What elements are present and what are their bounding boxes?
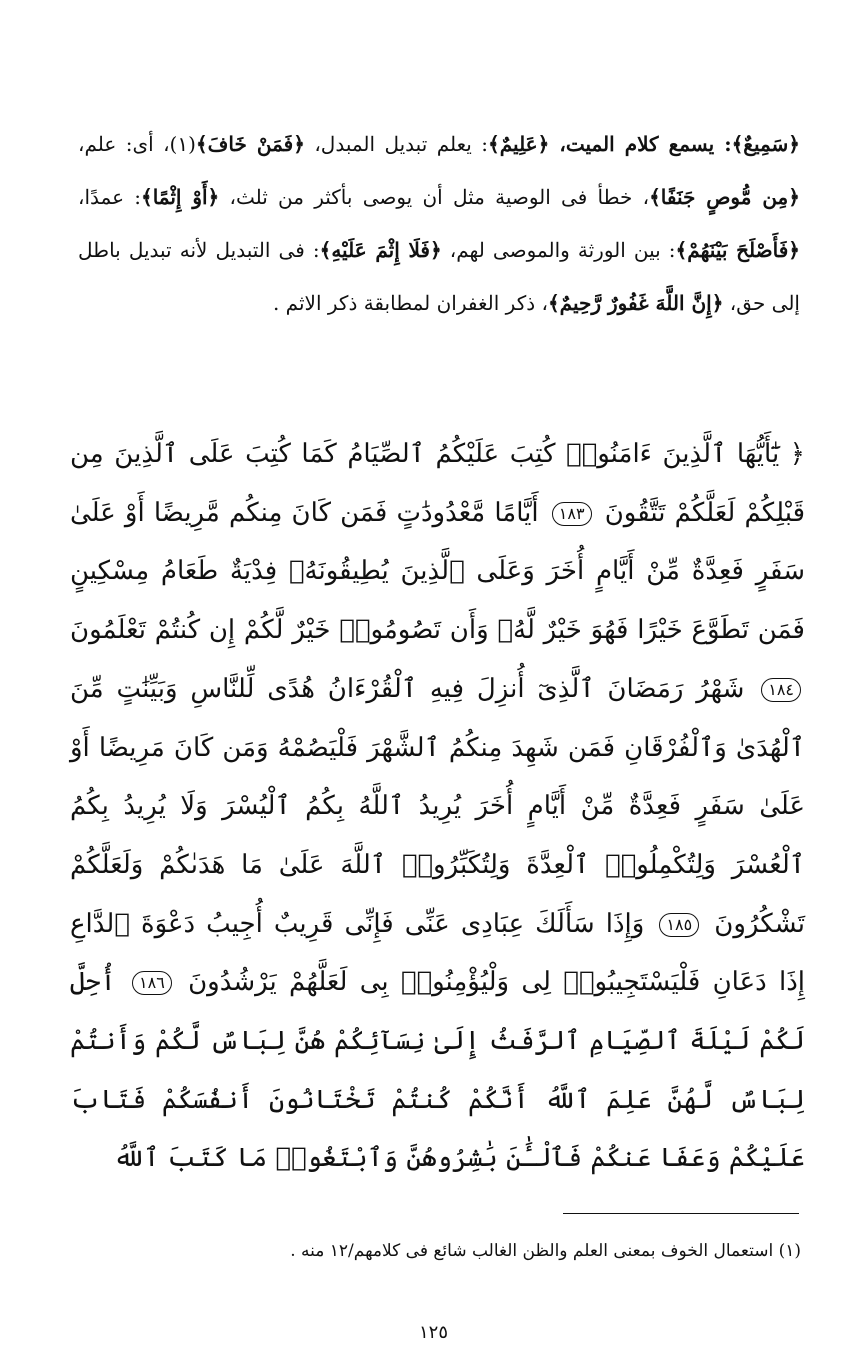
quran-quote: ﴿مِن مُّوصٍ جَنَفًا﴾ <box>649 185 800 209</box>
verse-text: أَيَّامًا مَّعْدُودَٰتٍ فَمَن كَانَ مِنكُم مَّرِيضًا أَوْ عَلَىٰ سَفَرٍ فَعِدَّةٌ مِّنْ أَيَّامٍ أُخَرَ وَعَلَى ٱلَّذِينَ يُطِيقُونَهُۥ فِدْيَةٌ طَعَامُ مِسْكِينٍ فَمَن تَطَوَّعَ خَيْرًا فَهُوَ خَيْرٌ لَّهُۥ وَأَن تَصُومُوا۟ خَيْرٌ لَّكُمْ إِن كُنتُمْ تَعْلَمُونَ <box>70 497 805 646</box>
quran-quote: ﴿فَلَا إِثْمَ عَلَيْهِ﴾ <box>319 238 442 262</box>
quran-quote: ﴿أَوْ إِثْمًا﴾ <box>140 185 220 209</box>
commentary-text: : عمدًا، <box>78 185 141 209</box>
quran-quote: ﴿سَمِيعٌ﴾: يسمع كلام الميت، <box>549 132 801 156</box>
quran-quote: ﴿فَأَصْلَحَ بَيْنَهُمْ﴾ <box>675 238 801 262</box>
verse-text: أُحِلَّ لَكُمْ لَيْلَةَ ٱلصِّيَامِ ٱلرَّفَثُ إِلَىٰ نِسَآئِكُمْ هُنَّ لِبَاسٌ لَّكُمْ وَأَنتُمْ لِبَاسٌ لَّهُنَّ عَلِمَ ٱللَّهُ أَنَّكُمْ كُنتُمْ تَخْتَانُونَ أَنفُسَكُمْ فَتَابَ عَلَيْكُمْ وَعَفَا عَنكُمْ فَٱلْـَٰٔنَ بَٰشِرُوهُنَّ وَٱبْتَغُوا۟ مَا كَتَبَ ٱللَّهُ <box>70 967 805 1174</box>
page-number: ١٢٥ <box>418 1322 448 1343</box>
quran-quote: ﴿فَمَنْ خَافَ﴾ <box>195 132 305 156</box>
commentary-text: ، ذكر الغفران لمطابقة ذكر الاثم . <box>272 291 548 315</box>
commentary-text: : يعلم تبديل المبدل، <box>304 132 488 156</box>
quran-quote: ﴿إِنَّ اللَّهَ غَفُورٌ رَّحِيمٌ﴾ <box>547 291 724 315</box>
ayah-number-marker: ١٨٤ <box>761 678 801 702</box>
verse-text: ﴿ يَٰٓأَيُّهَا ٱلَّذِينَ ءَامَنُوا۟ كُتِبَ عَلَيْكُمُ ٱلصِّيَامُ كَمَا كُتِبَ عَلَى ٱلَّذِينَ مِن قَبْلِكُمْ لَعَلَّكُمْ تَتَّقُونَ <box>70 439 806 528</box>
ayah-number-marker: ١٨٣ <box>552 502 592 526</box>
ayah-number-marker: ١٨٥ <box>659 913 699 937</box>
quran-verses <box>70 425 805 1188</box>
verse-text: وَإِذَا سَأَلَكَ عِبَادِى عَنِّى فَإِنِّى قَرِيبٌ أُجِيبُ دَعْوَةَ ٱلدَّاعِ إِذَا دَعَانِ فَلْيَسْتَجِيبُوا۟ لِى وَلْيُؤْمِنُوا۟ بِى لَعَلَّهُمْ يَرْشُدُونَ <box>70 908 805 998</box>
footnote: (١) استعمال الخوف بمعنى العلم والظن الغالب شائع فى كلامهم/١٢ منه . <box>290 1241 801 1261</box>
tafsir-commentary <box>78 118 800 330</box>
verse-text: شَهْرُ رَمَضَانَ ٱلَّذِىٓ أُنزِلَ فِيهِ ٱلْقُرْءَانُ هُدًى لِّلنَّاسِ وَبَيِّنَٰتٍ مِّنَ ٱلْهُدَىٰ وَٱلْفُرْقَانِ فَمَن شَهِدَ مِنكُمُ ٱلشَّهْرَ فَلْيَصُمْهُ وَمَن كَانَ مَرِيضًا أَوْ عَلَىٰ سَفَرٍ فَعِدَّةٌ مِّنْ أَيَّامٍ أُخَرَ يُرِيدُ ٱللَّهُ بِكُمُ ٱلْيُسْرَ وَلَا يُرِيدُ بِكُمُ ٱلْعُسْرَ وَلِتُكْمِلُوا۟ ٱلْعِدَّةَ وَلِتُكَبِّرُوا۟ ٱللَّهَ عَلَىٰ مَا هَدَىٰكُمْ وَلَعَلَّكُمْ تَشْكُرُونَ <box>70 673 806 939</box>
commentary-text: ، خطأ فى الوصية مثل أن يوصى بأكثر من ثلث، <box>219 185 650 209</box>
commentary-text: : فى التبديل لأنه تبديل باطل إلى حق، <box>78 238 800 315</box>
footnote-divider <box>563 1213 799 1214</box>
commentary-text: : بين الورثة والموصى لهم، <box>441 238 676 262</box>
quran-quote: ﴿عَلِيمٌ﴾ <box>488 132 550 156</box>
commentary-text: (١)، أى: علم، <box>78 132 196 156</box>
ayah-number-marker: ١٨٦ <box>132 971 172 995</box>
